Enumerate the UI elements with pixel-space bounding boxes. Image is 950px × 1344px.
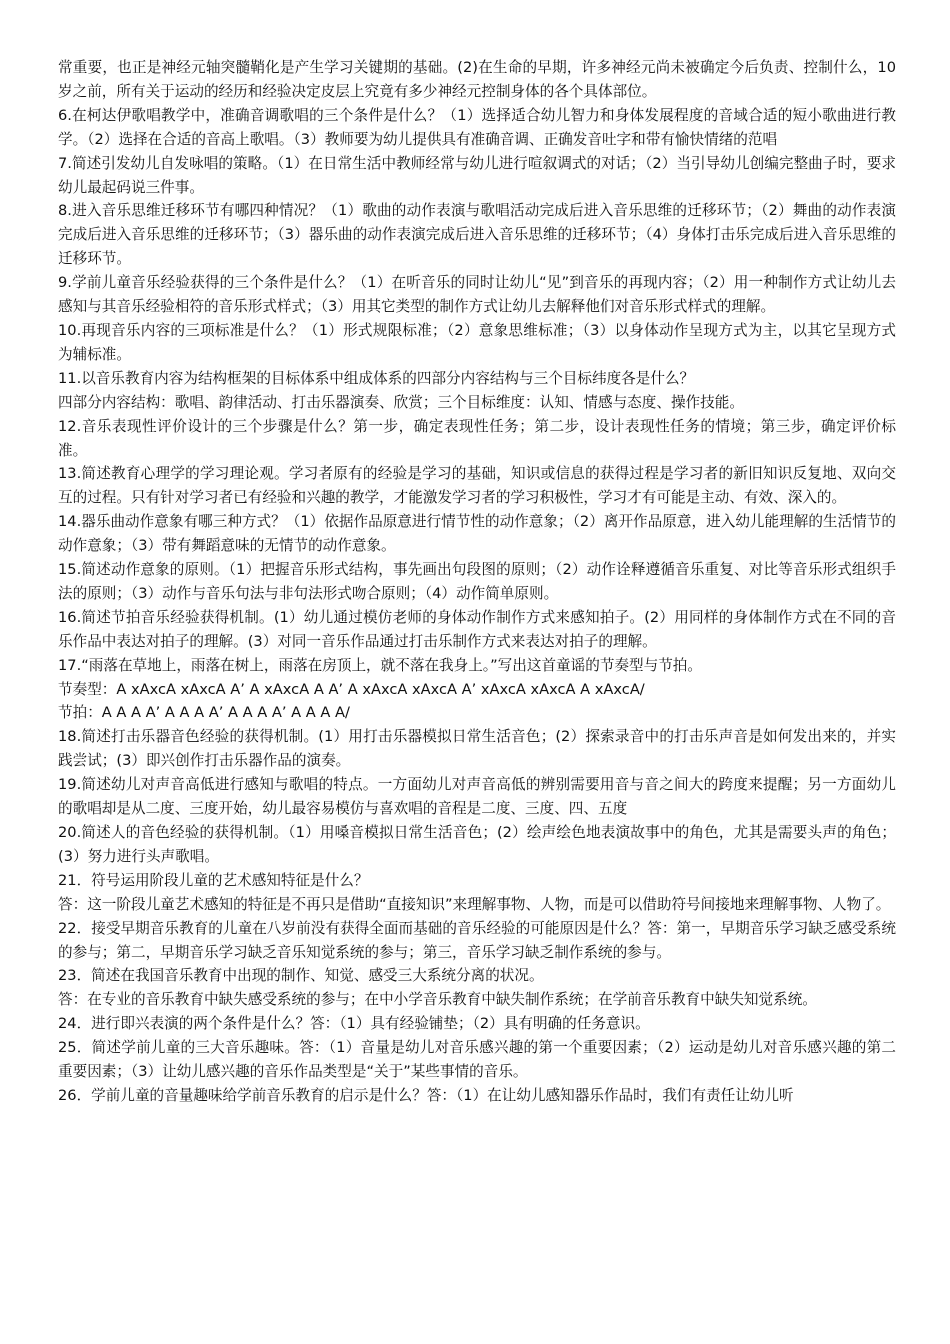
paragraph-q17-rhythm: 节奏型：A xAxcA xAxcA A’ A xAxcA A A’ A xAxcA xAxcA A’ xAxcA xAxcA A xAxcA/ [58, 680, 645, 698]
paragraph-q26: 26．学前儿童的音量趣味给学前音乐教育的启示是什么？答：（1）在让幼儿感知器乐作品时，我们有责任让幼儿听 [58, 1086, 794, 1104]
paragraph-intro-continued: 常重要，也正是神经元轴突髓鞘化是产生学习关键期的基础。(2)在生命的早期，许多神经元尚未被确定今后负责、控制什么，10岁之前，所有关于运动的经历和经验决定皮层上究竟有多少神经元控制身体的各个具体部位。 [58, 59, 896, 100]
paragraph-q21: 21．符号运用阶段儿童的艺术感知特征是什么？ [58, 871, 369, 889]
paragraph-q21-answer: 答：这一阶段儿童艺术感知的特征是不再只是借助“直接知识”来理解事物、人物，而是可以借助符号间接地来理解事物、人物了。 [58, 895, 891, 913]
paragraph-q11-answer: 四部分内容结构：歌唱、韵律活动、打击乐器演奏、欣赏；三个目标维度：认知、情感与态度、操作技能。 [58, 393, 744, 411]
paragraph-q20: 20.简述人的音色经验的获得机制。（1）用嗓音模拟日常生活音色；(2）绘声绘色地表演故事中的角色，尤其是需要头声的角色；(3）努力进行头声歌唱。 [58, 824, 896, 865]
paragraph-q16: 16.简述节拍音乐经验获得机制。(1）幼儿通过模仿老师的身体动作制作方式来感知拍子。(2）用同样的身体制作方式在不同的音乐作品中表达对拍子的理解。(3）对同一音乐作品通过打击乐制作方式来表达对拍子的理解。 [58, 608, 896, 650]
paragraph-q23: 23．简述在我国音乐教育中出现的制作、知觉、感受三大系统分离的状况。 [58, 967, 544, 985]
paragraph-q12: 12.音乐表现性评价设计的三个步骤是什么？第一步，确定表现性任务；第二步，设计表现性任务的情境；第三步，确定评价标准。 [58, 417, 896, 459]
paragraph-q23-answer: 答：在专业的音乐教育中缺失感受系统的参与；在中小学音乐教育中缺失制作系统；在学前音乐教育中缺失知觉系统。 [58, 991, 817, 1009]
paragraph-q24: 24．进行即兴表演的两个条件是什么？答：（1）具有经验铺垫；（2）具有明确的任务意识。 [58, 1015, 650, 1033]
paragraph-q17: 17.“雨落在草地上，雨落在树上，雨落在房顶上，就不落在我身上。”写出这首童谣的节奏型与节拍。 [58, 656, 702, 674]
paragraph-q13: 13.简述教育心理学的学习理论观。学习者原有的经验是学习的基础，知识或信息的获得过程是学习者的新旧知识反复地、双向交互的过程。只有针对学习者已有经验和兴趣的教学，才能激发学习者的学习积极性，学习才有可能是主动、有效、深入的。 [58, 465, 896, 507]
paragraph-q22: 22．接受早期音乐教育的儿童在八岁前没有获得全面而基础的音乐经验的可能原因是什么？答：第一，早期音乐学习缺乏感受系统的参与；第二，早期音乐学习缺乏音乐知觉系统的参与；第三，音乐学习缺乏制作系统的参与。 [58, 919, 896, 961]
paragraph-q6: 6.在柯达伊歌唱教学中，准确音调歌唱的三个条件是什么？（1）选择适合幼儿智力和身体发展程度的音域合适的短小歌曲进行教学。（2）选择在合适的音高上歌唱。（3）教师要为幼儿提供具有准确音调、正确发音吐字和带有愉快情绪的范唱 [58, 106, 896, 148]
paragraph-q15: 15.简述动作意象的原则。（1）把握音乐形式结构，事先画出句段图的原则；（2）动作诠释遵循音乐重复、对比等音乐形式组织手法的原则；（3）动作与音乐句法与非句法形式吻合原则；（4）动作简单原则。 [58, 561, 896, 602]
paragraph-q25: 25．简述学前儿童的三大音乐趣味。答：（1）音量是幼儿对音乐感兴趣的第一个重要因素；（2）运动是幼儿对音乐感兴趣的第二重要因素；（3）让幼儿感兴趣的音乐作品类型是“关于”某些事情的音乐。 [58, 1039, 896, 1081]
paragraph-q8: 8.进入音乐思维迁移环节有哪四种情况？（1）歌曲的动作表演与歌唱活动完成后进入音乐思维的迁移环节；（2）舞曲的动作表演完成后进入音乐思维的迁移环节；（3）器乐曲的动作表演完成后进入音乐思维的迁移环节；（4）身体打击乐完成后进入音乐思维的迁移环节。 [58, 202, 896, 268]
paragraph-q9: 9.学前儿童音乐经验获得的三个条件是什么？（1）在听音乐的同时让幼儿“见”到音乐的再现内容；（2）用一种制作方式让幼儿去感知与其音乐经验相符的音乐形式样式；（3）用其它类型的制作方式让幼儿去解释他们对音乐形式样式的理解。 [58, 274, 896, 316]
paragraph-q7: 7.简述引发幼儿自发咏唱的策略。（1）在日常生活中教师经常与幼儿进行喧叙调式的对话；（2）当引导幼儿创编完整曲子时，要求幼儿最起码说三件事。 [58, 154, 896, 196]
paragraph-q18: 18.简述打击乐器音色经验的获得机制。(1）用打击乐器模拟日常生活音色；(2）探索录音中的打击乐声音是如何发出来的，并实践尝试；(3）即兴创作打击乐器作品的演奏。 [58, 728, 896, 770]
paragraph-q10: 10.再现音乐内容的三项标准是什么？（1）形式规限标准；（2）意象思维标准；（3）以身体动作呈现方式为主，以其它呈现方式为辅标准。 [58, 321, 897, 363]
paragraph-q17-meter: 节拍：A A A A’ A A A A’ A A A A’ A A A A/ [58, 704, 350, 722]
paragraph-q19: 19.简述幼儿对声音高低进行感知与歌唱的特点。一方面幼儿对声音高低的辨别需要用音与音之间大的跨度来提醒；另一方面幼儿的歌唱却是从二度、三度开始，幼儿最容易模仿与喜欢唱的音程是二度、三度、四、五度 [58, 776, 896, 818]
paragraph-q11: 11.以音乐教育内容为结构框架的目标体系中组成体系的四部分内容结构与三个目标纬度各是什么？ [58, 369, 695, 387]
paragraph-q14: 14.器乐曲动作意象有哪三种方式？（1）依据作品原意进行情节性的动作意象；（2）离开作品原意，进入幼儿能理解的生活情节的动作意象；（3）带有舞蹈意味的无情节的动作意象。 [58, 513, 896, 555]
